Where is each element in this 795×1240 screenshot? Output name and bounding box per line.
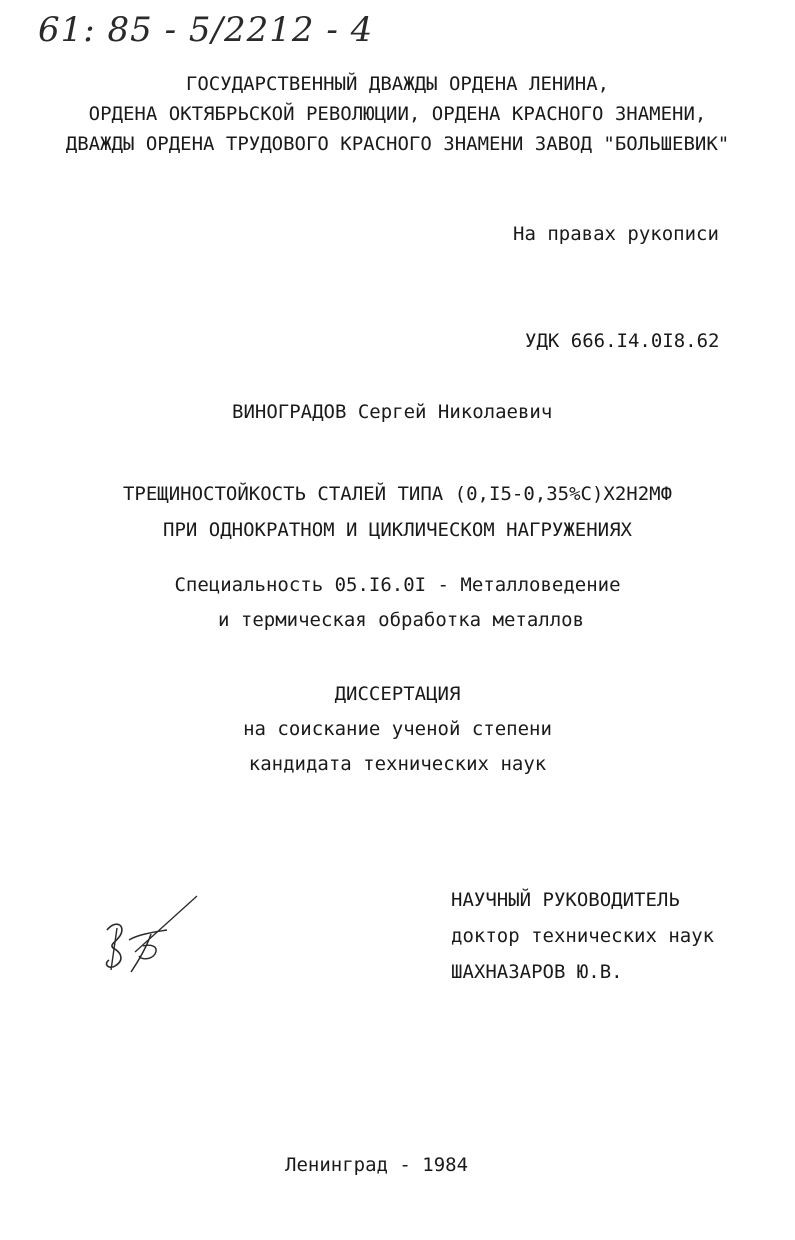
title-line-2: ПРИ ОДНОКРАТНОМ И ЦИКЛИЧЕСКОМ НАГРУЖЕНИЯХ xyxy=(163,519,632,541)
supervisor-rank: доктор технических наук xyxy=(451,925,715,947)
supervisor-name: ШАХНАЗАРОВ Ю.В. xyxy=(451,961,623,983)
degree-line-1: на соискание ученой степени xyxy=(243,718,552,740)
specialty-line-1: Специальность 05.I6.0I - Металловедение xyxy=(174,574,621,596)
degree-line-2: кандидата технических наук xyxy=(248,753,547,775)
archive-number: 61: 85 - 5/2212 - 4 xyxy=(38,10,374,50)
organization-line-2: ОРДЕНА ОКТЯБРЬСКОЙ РЕВОЛЮЦИИ, ОРДЕНА КРАСНОГО ЗНАМЕНИ, xyxy=(88,103,707,125)
manuscript-rights: На правах рукописи xyxy=(513,223,719,245)
city-year: Ленинград - 1984 xyxy=(285,1154,469,1176)
specialty-line-2: и термическая обработка металлов xyxy=(218,609,585,631)
author-name: ВИНОГРАДОВ Сергей Николаевич xyxy=(232,401,553,423)
udc-code: УДК 666.I4.0I8.62 xyxy=(525,330,720,352)
title-line-1: ТРЕЩИНОСТОЙКОСТЬ СТАЛЕЙ ТИПА (0,I5-0,35%С)Х2Н2МФ xyxy=(122,483,673,505)
organization-line-3: ДВАЖДЫ ОРДЕНА ТРУДОВОГО КРАСНОГО ЗНАМЕНИ ЗАВОД "БОЛЬШЕВИК" xyxy=(65,133,730,155)
signature xyxy=(95,890,205,985)
organization-line-1: ГОСУДАРСТВЕННЫЙ ДВАЖДЫ ОРДЕНА ЛЕНИНА, xyxy=(185,73,610,95)
supervisor-heading: НАУЧНЫЙ РУКОВОДИТЕЛЬ xyxy=(451,889,680,911)
work-type: ДИССЕРТАЦИЯ xyxy=(334,683,461,705)
